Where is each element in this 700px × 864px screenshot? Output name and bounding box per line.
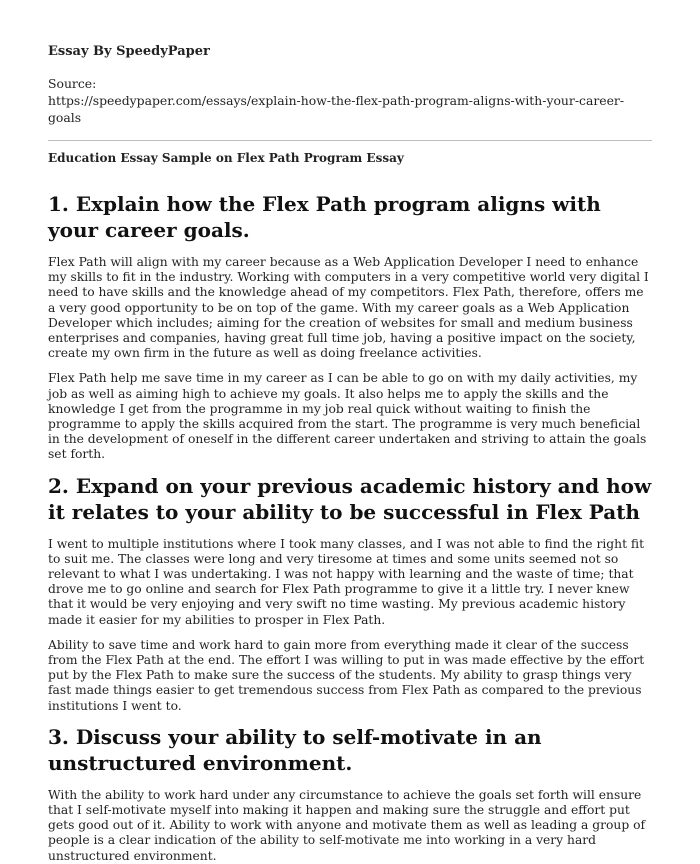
paragraph: Flex Path help me save time in my career as I can be able to go on with my daily activities, my job as well as aiming high to achieve my goals. It also helps me to apply the skills and the knowledge I get from the programme in my job real quick without waiting to finish the programme to apply the skills acquired from the start. The programme is very much beneficial in the development of oneself in the different career undertaken and striving to attain the goals set forth. xyxy=(48,371,647,462)
paragraph: Ability to save time and work hard to gain more from everything made it clear of the success from the Flex Path at the end. The effort I was willing to put in was made effective by the effort put by the Flex Path to make sure the success of the students. My ability to grasp things very fast made things easier to get tremendous success from Flex Path as compared to the previous institutions I went to. xyxy=(48,637,645,713)
section-1 xyxy=(48,191,652,463)
source-label: Source: xyxy=(48,76,97,91)
section-heading: 1. Explain how the Flex Path program aligns with your career goals. xyxy=(48,192,601,242)
section-3 xyxy=(48,724,652,864)
section-heading: 3. Discuss your ability to self-motivate in an unstructured environment. xyxy=(48,724,542,775)
author-line: Essay By SpeedyPaper xyxy=(48,44,210,59)
source-url[interactable]: https://speedypaper.com/essays/explain-how-the-flex-path-program-aligns-with-your-career-goals xyxy=(48,93,625,125)
paragraph: I went to multiple institutions where I took many classes, and I was not able to find the right fit to suit me. The classes were long and very tiresome at times and some units seemed not so relevant to what I was undertaking. I was not happy with learning and the waste of time; that drove me to go online and search for Flex Path programme to give it a little try. I never knew that it would be very enjoying and very swift no time wasting. My previous academic history made it easier for my abilities to prosper in Flex Path. xyxy=(48,536,645,627)
essay-title: Education Essay Sample on Flex Path Program Essay xyxy=(48,151,404,165)
paragraph: Flex Path will align with my career because as a Web Application Developer I need to enhance my skills to fit in the industry. Working with computers in a very competitive world very digital I need to have skills and the knowledge ahead of my competitors. Flex Path, therefore, offers me a very good opportunity to be on top of the game. With my career goals as a Web Application Developer which includes; aiming for the creation of websites for small and medium business enterprises and companies, having great full time job, having a positive impact on the society, create my own firm in the future as well as doing freelance activities. xyxy=(48,255,649,361)
header-divider xyxy=(48,140,652,141)
section-2 xyxy=(48,473,652,714)
paragraph: With the ability to work hard under any circumstance to achieve the goals set forth will ensure that I self-motivate myself into making it happen and making sure the struggle and effort put gets good out of it. Ability to work with anyone and motivate them as well as leading a group of people is a clear indication of the ability to self-motivate me into working in a very hard unstructured environment. xyxy=(48,787,646,863)
section-heading: 2. Expand on your previous academic history and how it relates to your ability to be successful in Flex Path xyxy=(48,473,652,524)
